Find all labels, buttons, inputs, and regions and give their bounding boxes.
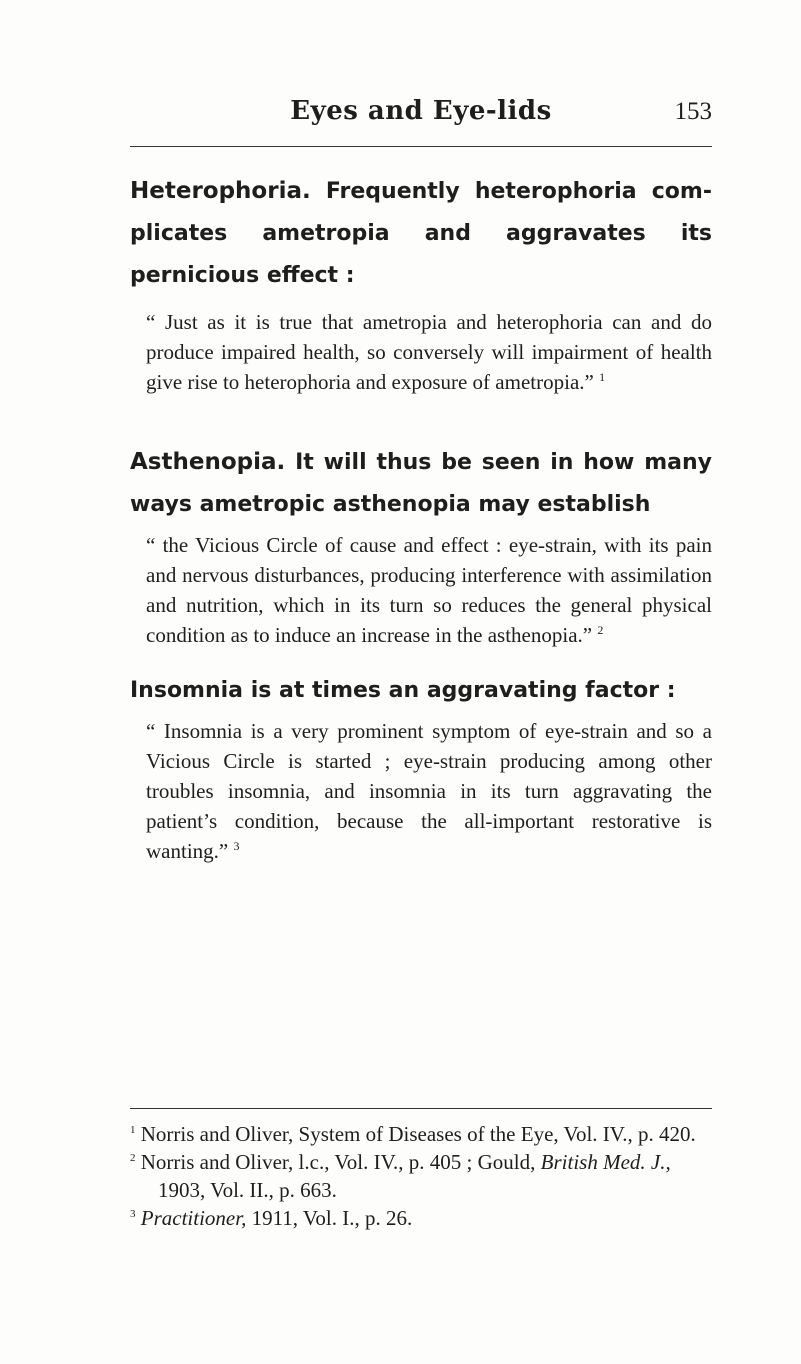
footnote-rule [130, 1108, 712, 1109]
quote-text: “ the Vicious Circle of cause and effect : eye-strain, with its pain and nervous disturbances, producing interference with assimilation and nutrition, which in its turn so reduces the general physical condition as to induce an increase in the asthenopia.” [146, 533, 712, 647]
footnote-ref-2: 2 [597, 623, 604, 637]
heading-asthenopia [130, 441, 712, 526]
page-header [130, 96, 712, 140]
footnote-text: 1911, Vol. I., p. 26. [251, 1206, 413, 1230]
footnote-text: Norris and Oliver, System of Diseases of the Eye, Vol. IV., p. 420. [140, 1122, 696, 1146]
footnote-text: 1903, Vol. II., p. 663. [158, 1178, 337, 1202]
footnote-text: Norris and Oliver, l.c., Vol. IV., p. 405 ; Gould, [140, 1150, 536, 1174]
running-title: Eyes and Eye-lids [290, 96, 552, 126]
footnote-number: 3 [130, 1208, 136, 1220]
quote-text: “ Insomnia is a very prominent symptom of eye-strain and so a Vicious Circle is started ; eye-strain producing among other troubles insomnia, and insomnia in its turn aggravating the patient’s condition, because the all-important restorative is wanting.” [146, 719, 712, 863]
footnote-number: 2 [130, 1152, 136, 1164]
footnote-3 [130, 1204, 712, 1232]
footnote-1 [130, 1120, 712, 1148]
page-body [130, 170, 712, 866]
heading-text: Insomnia is at times an aggravating factor : [130, 678, 676, 703]
footnote-ref-3: 3 [233, 839, 240, 853]
footnote-journal: Practitioner, [140, 1206, 247, 1230]
heading-text: It will thus be seen in how many ways ametropic asthenopia may establish [130, 450, 712, 517]
heading-heterophoria [130, 170, 712, 297]
quote-3 [130, 716, 712, 866]
heading-runin: Asthenopia. [130, 449, 286, 475]
footnote-journal: British Med. J., [540, 1150, 671, 1174]
quote-text: “ Just as it is true that ametropia and heterophoria can and do produce impaired health, so conversely will impairment of health give rise to heterophoria and exposure of ametropia.” [146, 310, 712, 394]
footnote-number: 1 [130, 1124, 136, 1136]
footnotes [130, 1120, 712, 1232]
heading-text: Frequently heterophoria complicates ametropia and aggravates its pernicious effect : [130, 179, 712, 288]
quote-2 [130, 530, 712, 650]
heading-runin: Heterophoria. [130, 178, 311, 204]
quote-1 [130, 307, 712, 397]
page-number: 153 [674, 98, 712, 125]
footnote-ref-1: 1 [599, 370, 606, 384]
heading-insomnia [130, 670, 712, 712]
footnote-2 [130, 1148, 712, 1204]
header-rule [130, 146, 712, 147]
